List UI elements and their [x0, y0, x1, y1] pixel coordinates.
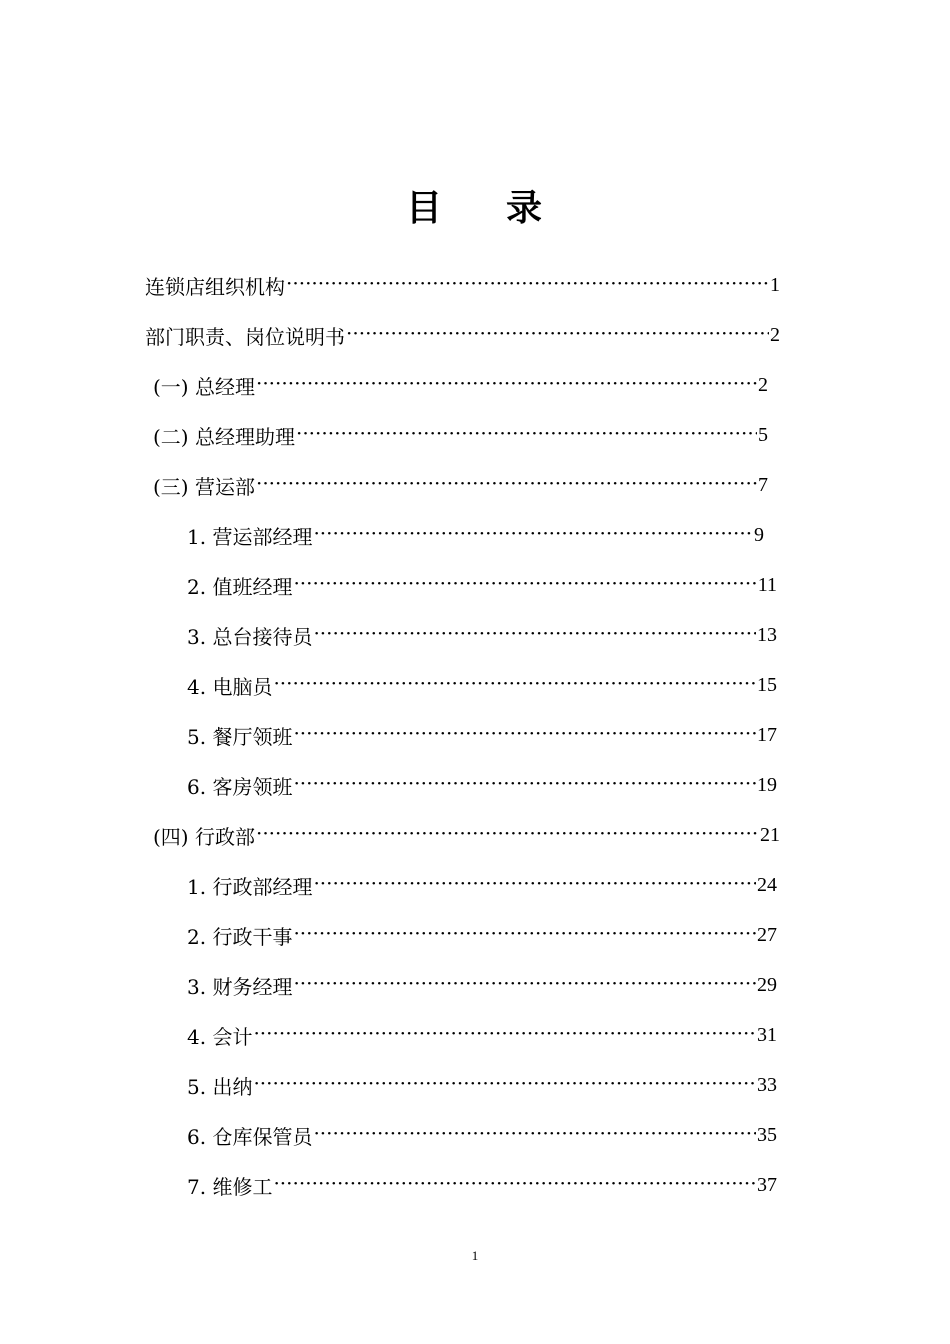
toc-entry-label: 6. 仓库保管员	[187, 1124, 313, 1149]
toc-entry-label: (三) 营运部	[153, 474, 255, 499]
toc-leader-dots	[313, 525, 753, 545]
toc-entry-page: 9	[754, 523, 764, 546]
toc-leader-dots	[253, 1075, 756, 1095]
toc-leader-dots	[313, 875, 756, 895]
toc-entry-label: 2. 值班经理	[187, 574, 293, 599]
toc-entry[interactable]	[187, 618, 777, 652]
toc-leader-dots	[296, 425, 757, 445]
toc-entry[interactable]	[187, 718, 777, 752]
toc-entry[interactable]	[187, 918, 777, 952]
toc-entry-page: 21	[760, 823, 780, 846]
title-char-2: 录	[506, 187, 545, 229]
toc-entry-page: 19	[757, 773, 777, 796]
toc-leader-dots	[293, 725, 756, 745]
toc-leader-dots	[256, 375, 757, 395]
toc-entry-label: 2. 行政干事	[187, 924, 293, 949]
toc-entry[interactable]	[187, 968, 777, 1002]
toc-entry-label: (四) 行政部	[153, 824, 255, 849]
toc-entry-label: 3. 总台接待员	[187, 624, 313, 649]
toc-entry[interactable]	[187, 1168, 777, 1202]
toc-entry-label: 连锁店组织机构	[145, 274, 285, 299]
toc-leader-dots	[293, 925, 756, 945]
toc-leader-dots	[346, 325, 769, 345]
toc-entry[interactable]	[145, 268, 780, 302]
toc-leader-dots	[293, 575, 756, 595]
toc-entry-page: 33	[757, 1073, 777, 1096]
toc-entry-page: 17	[757, 723, 777, 746]
toc-entry-page: 11	[757, 573, 777, 596]
toc-entry-page: 1	[770, 273, 780, 296]
toc-entry[interactable]	[187, 668, 777, 702]
toc-entry-page: 29	[757, 973, 777, 996]
toc-entry[interactable]	[187, 1118, 777, 1152]
toc-leader-dots	[293, 975, 756, 995]
toc-entry-label: 4. 会计	[187, 1024, 253, 1049]
toc-entry-page: 35	[757, 1123, 777, 1146]
page-title	[0, 180, 950, 231]
toc-leader-dots	[293, 775, 756, 795]
toc-leader-dots	[256, 475, 757, 495]
toc-entry-label: 5. 出纳	[187, 1074, 253, 1099]
toc-entry-page: 15	[757, 673, 777, 696]
toc-leader-dots	[256, 825, 759, 845]
toc-entry-label: 6. 客房领班	[187, 774, 293, 799]
toc-entry-page: 2	[758, 373, 768, 396]
toc-entry-page: 5	[758, 423, 768, 446]
toc-entry[interactable]	[187, 568, 777, 602]
toc-entry[interactable]	[187, 1018, 777, 1052]
toc-entry-page: 13	[757, 623, 777, 646]
toc-entry[interactable]	[145, 318, 780, 352]
toc-entry-page: 24	[757, 873, 777, 896]
toc-entry-label: 4. 电脑员	[187, 674, 273, 699]
toc-entry[interactable]	[187, 1068, 777, 1102]
toc-entry-label: 5. 餐厅领班	[187, 724, 293, 749]
toc-entry-label: 部门职责、岗位说明书	[145, 324, 345, 349]
toc-entry-page: 7	[758, 473, 768, 496]
toc-leader-dots	[286, 275, 769, 295]
toc-entry[interactable]	[153, 468, 768, 502]
toc-entry-label: (二) 总经理助理	[153, 424, 295, 449]
toc-leader-dots	[253, 1025, 756, 1045]
toc-leader-dots	[273, 1175, 756, 1195]
toc-entry[interactable]	[153, 818, 780, 852]
title-char-1: 目	[405, 187, 444, 229]
toc-entry-label: 7. 维修工	[187, 1174, 273, 1199]
toc-leader-dots	[313, 1125, 756, 1145]
toc-entry-label: 1. 行政部经理	[187, 874, 313, 899]
toc-entry[interactable]	[153, 418, 768, 452]
toc-entry[interactable]	[187, 518, 764, 552]
toc-entry[interactable]	[153, 368, 768, 402]
toc-entry[interactable]	[187, 868, 777, 902]
toc-entry[interactable]	[187, 768, 777, 802]
toc-entry-page: 2	[770, 323, 780, 346]
toc-entry-page: 31	[757, 1023, 777, 1046]
toc-entry-page: 37	[757, 1173, 777, 1196]
toc-leader-dots	[273, 675, 756, 695]
toc-entry-label: 3. 财务经理	[187, 974, 293, 999]
page-number-footer: 1	[471, 1248, 479, 1263]
toc-entry-page: 27	[757, 923, 777, 946]
toc-entry-label: 1. 营运部经理	[187, 524, 313, 549]
toc-leader-dots	[313, 625, 756, 645]
toc-entry-label: (一) 总经理	[153, 374, 255, 399]
